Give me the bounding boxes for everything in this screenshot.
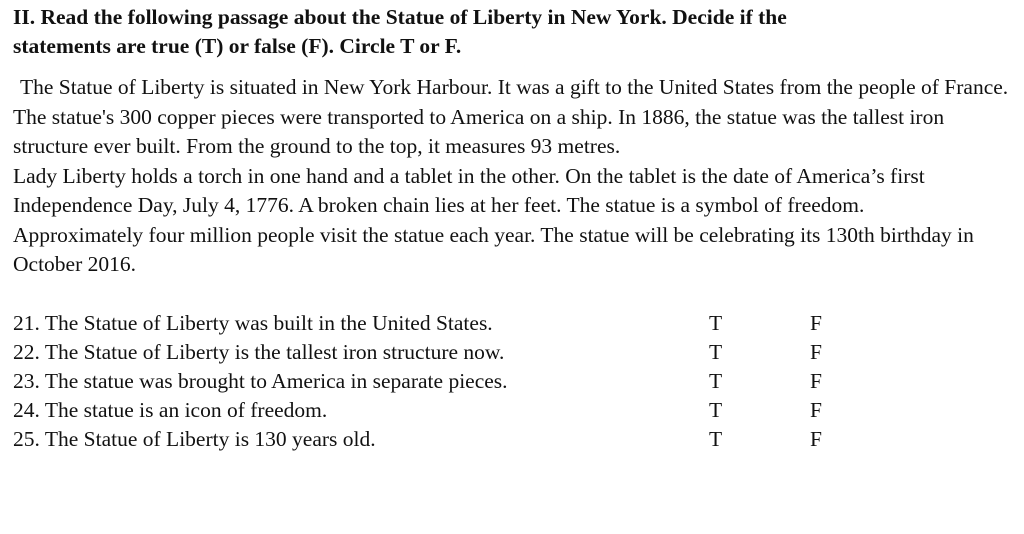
passage-paragraph-2: Lady Liberty holds a torch in one hand and a tablet in the other. On the tablet is the date of America’s first Independence Day, July 4, 1776. A broken chain lies at her feet. The statue is a symbol of freedom. bbox=[13, 163, 925, 217]
instruction-line-1: II. Read the following passage about the Statue of Liberty in New York. Decide if the bbox=[13, 5, 787, 29]
false-option[interactable]: F bbox=[810, 368, 822, 393]
question-25 bbox=[13, 425, 1013, 454]
true-option[interactable]: T bbox=[709, 398, 723, 423]
question-text: 24. The statue is an icon of freedom. bbox=[13, 398, 328, 423]
true-option[interactable]: T bbox=[709, 339, 723, 364]
question-23 bbox=[13, 367, 1013, 396]
false-option[interactable]: F bbox=[810, 339, 822, 364]
true-option[interactable]: T bbox=[709, 310, 723, 335]
question-22 bbox=[13, 338, 1013, 367]
question-21 bbox=[13, 309, 1013, 338]
question-list bbox=[13, 309, 1013, 455]
true-option[interactable]: T bbox=[709, 368, 723, 393]
question-text: 25. The Statue of Liberty is 130 years old. bbox=[13, 427, 376, 452]
question-text: 21. The Statue of Liberty was built in the United States. bbox=[13, 310, 493, 335]
passage-paragraph-1: The Statue of Liberty is situated in New York Harbour. It was a gift to the United States from the people of France. The statue's 300 copper pieces were transported to America on a ship. In 1886, the statue was the tallest iron structure ever built. From the ground to the top, it measures 93 metres. bbox=[13, 75, 1009, 158]
worksheet bbox=[13, 3, 1013, 454]
false-option[interactable]: F bbox=[810, 427, 822, 452]
reading-passage bbox=[13, 73, 1013, 280]
question-24 bbox=[13, 396, 1013, 425]
true-option[interactable]: T bbox=[709, 427, 723, 452]
false-option[interactable]: F bbox=[810, 398, 822, 423]
instruction-line-2: statements are true (T) or false (F). Circle T or F. bbox=[13, 34, 462, 58]
passage-paragraph-3: Approximately four million people visit the statue each year. The statue will be celebrating its 130th birthday in October 2016. bbox=[13, 222, 974, 276]
question-text: 23. The statue was brought to America in separate pieces. bbox=[13, 368, 508, 393]
section-instruction bbox=[13, 3, 1013, 61]
false-option[interactable]: F bbox=[810, 310, 822, 335]
question-text: 22. The Statue of Liberty is the tallest iron structure now. bbox=[13, 339, 505, 364]
